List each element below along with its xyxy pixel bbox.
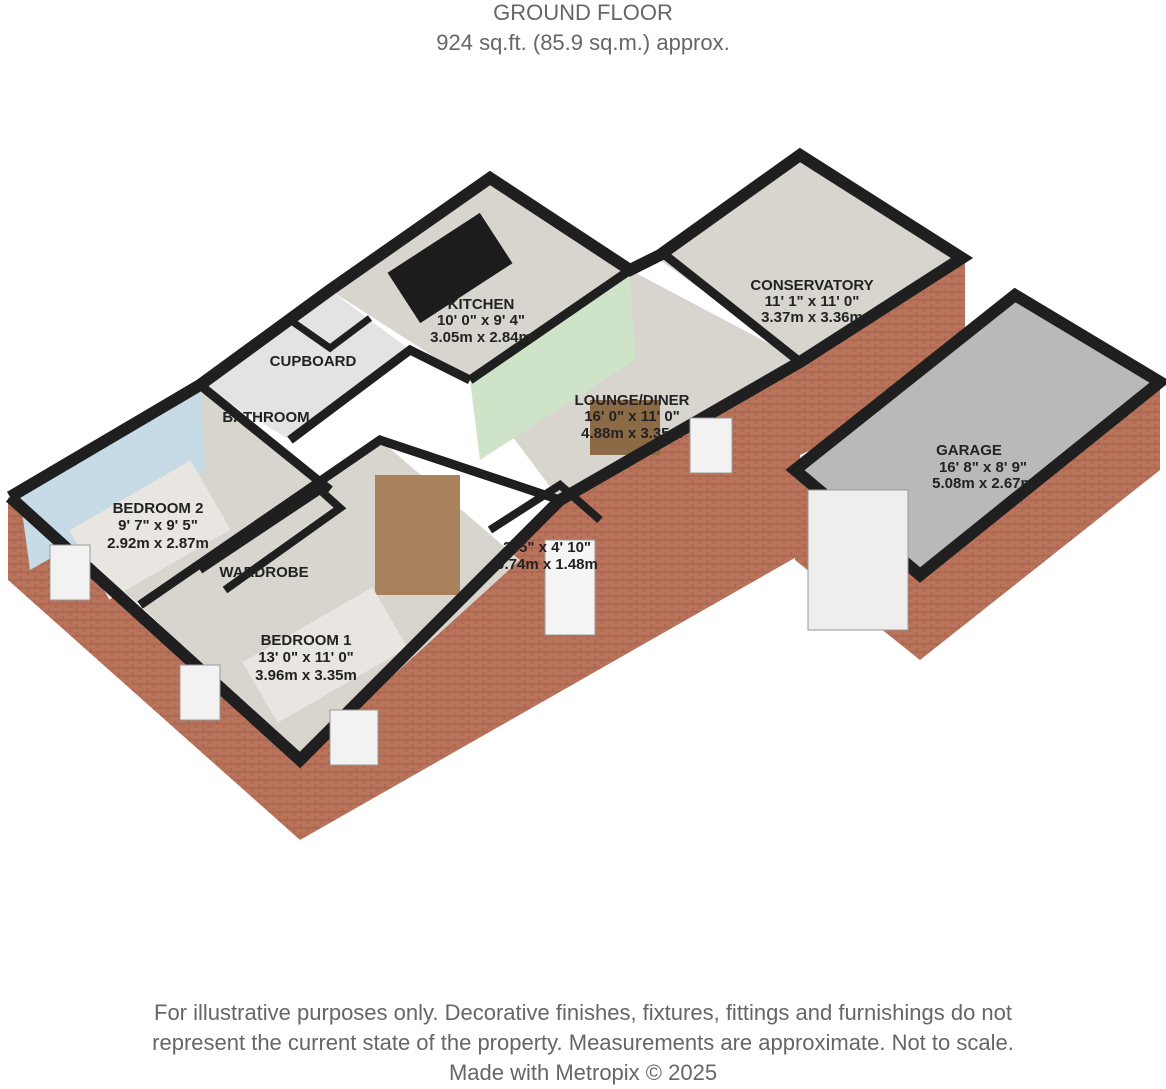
svg-text:BEDROOM 2: BEDROOM 2: [112, 500, 204, 517]
svg-text:CONSERVATORY: CONSERVATORY: [750, 277, 874, 294]
disclaimer-line-1: For illustrative purposes only. Decorative finishes, fixtures, fittings and furnishings do not: [154, 1000, 1012, 1025]
svg-text:13' 0" x 11' 0": 13' 0" x 11' 0": [258, 649, 354, 666]
floor-title: GROUND FLOOR: [493, 0, 673, 25]
window-side-1: [180, 665, 220, 720]
window-side-2: [50, 545, 90, 600]
disclaimer-line-2: represent the current state of the property. Measurements are approximate. Not to scale.: [152, 1030, 1014, 1055]
svg-text:3.05m x 2.84m: 3.05m x 2.84m: [430, 329, 532, 346]
label-bathroom: [222, 409, 309, 426]
svg-text:10' 0" x 9' 4": 10' 0" x 9' 4": [436, 312, 526, 329]
svg-text:11' 1" x 11' 0": 11' 1" x 11' 0": [764, 293, 860, 310]
floor-area: 924 sq.ft. (85.9 sq.m.) approx.: [436, 30, 730, 55]
svg-text:3.96m x 3.35m: 3.96m x 3.35m: [255, 667, 357, 684]
label-conservatory: [750, 277, 873, 326]
svg-text:BATHROOM: BATHROOM: [222, 409, 310, 426]
label-bedroom-1: [255, 632, 357, 684]
svg-text:16' 0" x 11' 0": 16' 0" x 11' 0": [584, 408, 680, 425]
svg-text:5.08m x 2.67m: 5.08m x 2.67m: [932, 475, 1034, 492]
svg-text:WARDROBE: WARDROBE: [219, 564, 309, 581]
label-hall: [496, 539, 598, 573]
garage-door: [808, 490, 908, 630]
svg-text:4.88m x 3.35m: 4.88m x 3.35m: [581, 425, 683, 442]
svg-text:KITCHEN: KITCHEN: [447, 296, 515, 313]
window-front-2: [690, 418, 732, 473]
svg-text:2.92m x 2.87m: 2.92m x 2.87m: [107, 535, 209, 552]
svg-text:2' 5" x 4' 10": 2' 5" x 4' 10": [502, 539, 592, 556]
svg-text:3.37m x 3.36m: 3.37m x 3.36m: [761, 309, 863, 326]
credit-line: Made with Metropix © 2025: [448, 1060, 718, 1085]
window-front-1: [330, 710, 378, 765]
svg-text:BEDROOM 1: BEDROOM 1: [260, 632, 352, 649]
label-bedroom-2: [107, 500, 209, 552]
svg-text:16' 8" x 8' 9": 16' 8" x 8' 9": [938, 459, 1028, 476]
label-wardrobe: [219, 564, 308, 581]
label-lounge-diner: [574, 392, 689, 442]
label-cupboard: [270, 353, 357, 370]
wardrobe-unit: [375, 475, 460, 595]
svg-text:GARAGE: GARAGE: [936, 442, 1002, 459]
svg-text:0.74m x 1.48m: 0.74m x 1.48m: [496, 556, 598, 573]
svg-text:LOUNGE/DINER: LOUNGE/DINER: [574, 392, 690, 409]
svg-text:CUPBOARD: CUPBOARD: [269, 353, 357, 370]
svg-text:9' 7" x 9' 5": 9' 7" x 9' 5": [118, 517, 198, 534]
